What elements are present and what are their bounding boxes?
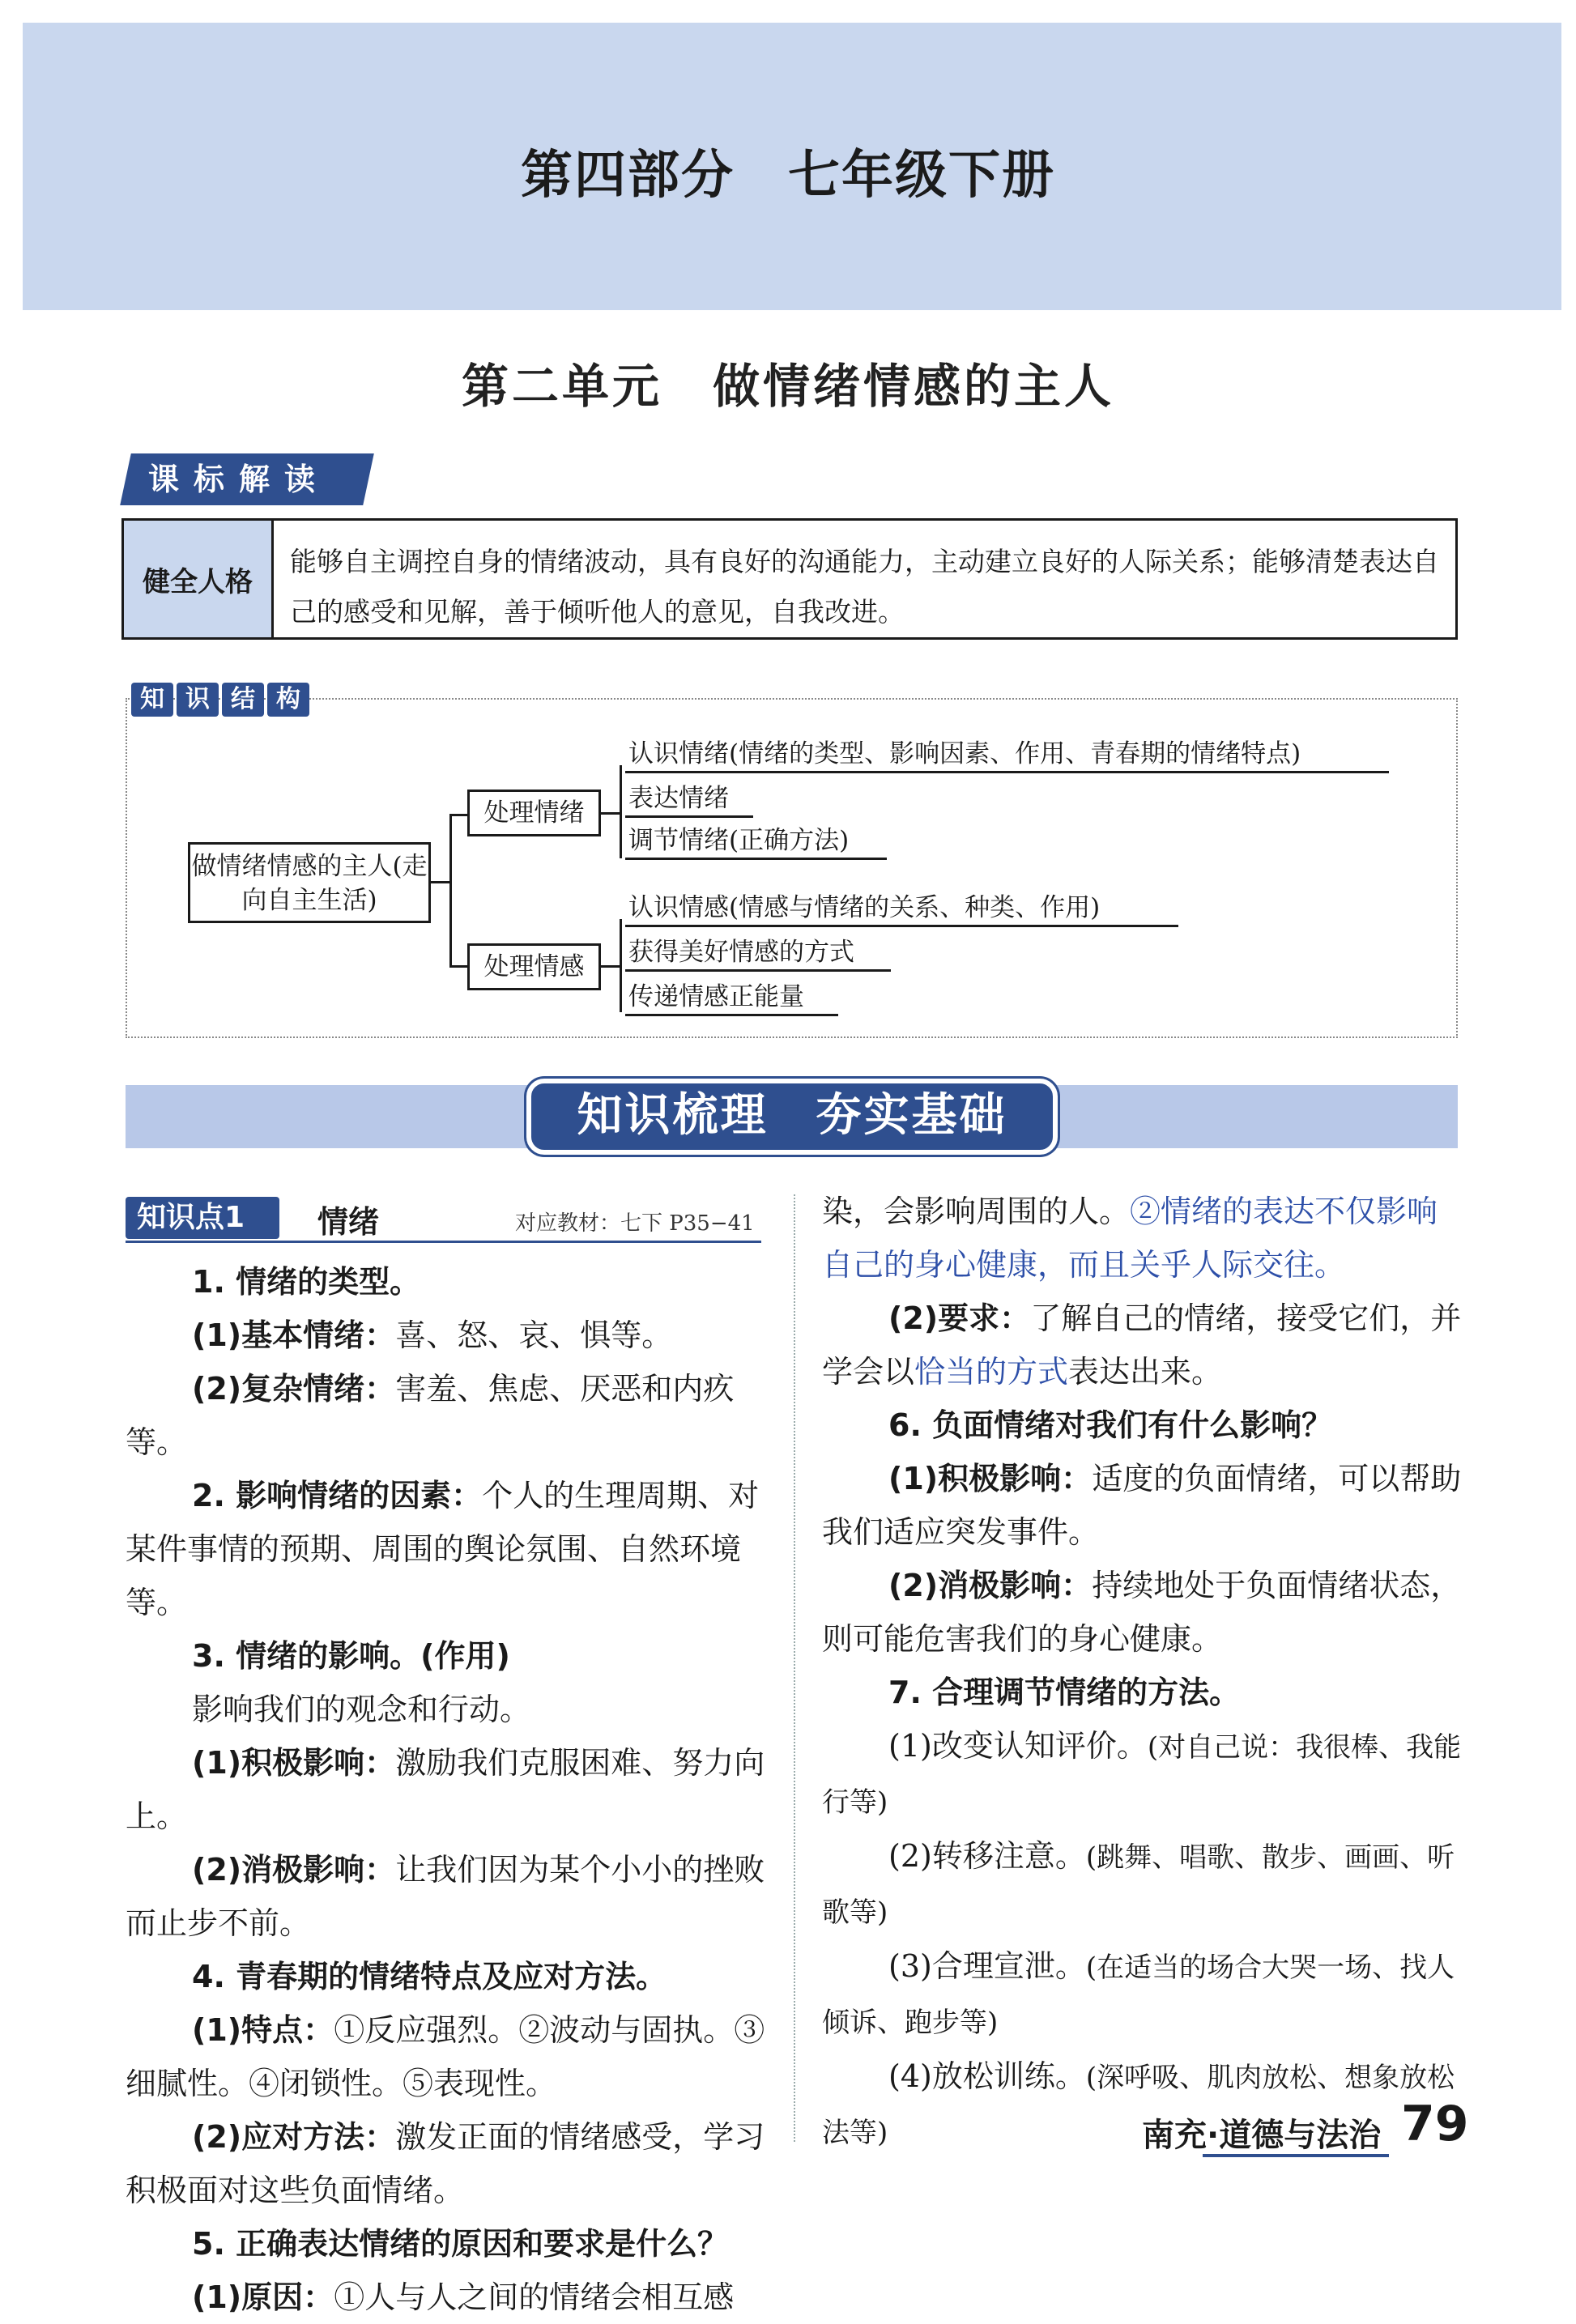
part-title: 第四部分 七年级下册 bbox=[521, 145, 1055, 206]
bold-label: (2)消极影响： bbox=[888, 1568, 1093, 1603]
body-text: (1)改变认知评价。 bbox=[888, 1728, 1148, 1764]
paragraph bbox=[822, 1292, 1462, 1398]
body-text: 让我们因为某个小小的挫败而止步不前。 bbox=[126, 1852, 765, 1941]
mindmap-connector bbox=[449, 965, 467, 968]
paragraph bbox=[822, 1829, 1462, 1939]
mindmap-connector bbox=[431, 881, 451, 883]
body-text: ①人与人之间的情绪会相互感 bbox=[334, 2279, 735, 2315]
paragraph bbox=[126, 1362, 765, 1469]
bold-label: (2)要求： bbox=[888, 1300, 1031, 1336]
body-text: 表达出来。 bbox=[1068, 1354, 1223, 1390]
column-divider bbox=[794, 1194, 795, 2142]
mindmap-connector bbox=[620, 765, 622, 858]
body-text: (2)转移注意。 bbox=[888, 1838, 1086, 1874]
question-heading: 1. 情绪的类型。 bbox=[192, 1264, 421, 1300]
left-column bbox=[126, 1255, 765, 2324]
paragraph bbox=[822, 1666, 1462, 1719]
body-text: 激发正面的情绪感受，学习积极面对这些负面情绪。 bbox=[126, 2119, 765, 2208]
bold-label: (2)应对方法： bbox=[192, 2119, 396, 2155]
heading-label: 2. 影响情绪的因素： bbox=[192, 1478, 483, 1513]
mindmap-root: 做情绪情感的主人(走向自主生活) bbox=[188, 842, 431, 923]
standard-text: 能够自主调控自身的情绪波动，具有良好的沟通能力，主动建立良好的人际关系；能够清楚表达自己的感受和见解，善于倾听他人的意见，自我改进。 bbox=[290, 546, 1439, 628]
body-text: 激励我们克服困难、努力向上。 bbox=[126, 1745, 765, 1834]
highlight-text: ②情绪的表达不仅影响自己的身心健康，而且关乎人际交往。 bbox=[822, 1194, 1438, 1283]
bold-label: (1)基本情绪： bbox=[192, 1317, 396, 1353]
paragraph bbox=[822, 1559, 1462, 1666]
mindmap-connector bbox=[449, 814, 452, 968]
paragraph bbox=[822, 1185, 1462, 1292]
mindmap-leaf: 调节情绪(正确方法) bbox=[625, 819, 887, 860]
mindmap-branch-emotion: 处理情绪 bbox=[467, 790, 601, 836]
mindmap-connector bbox=[620, 919, 622, 1012]
paragraph bbox=[126, 1843, 765, 1950]
question-heading: 5. 正确表达情绪的原因和要求是什么？ bbox=[192, 2226, 729, 2262]
structure-tag-char: 识 bbox=[177, 683, 219, 717]
mindmap-leaf: 认识情感(情感与情绪的关系、种类、作用) bbox=[625, 887, 1178, 927]
paragraph bbox=[822, 1719, 1462, 1829]
paragraph bbox=[126, 1629, 765, 1683]
paragraph bbox=[126, 1469, 765, 1629]
right-column bbox=[822, 1185, 1462, 2160]
paragraph bbox=[126, 2110, 765, 2217]
mindmap-leaf: 传递情感正能量 bbox=[625, 976, 838, 1016]
paragraph bbox=[126, 1255, 765, 1309]
body-text: 个人的生理周期、对某件事情的预期、周围的舆论氛围、自然环境等。 bbox=[126, 1478, 760, 1620]
bold-label: (2)消极影响： bbox=[192, 1852, 396, 1888]
body-text: 适度的负面情绪，可以帮助我们适应突发事件。 bbox=[822, 1461, 1462, 1550]
bold-label: (1)特点： bbox=[192, 2012, 334, 2048]
structure-tag-char: 结 bbox=[222, 683, 264, 717]
question-heading: 6. 负面情绪对我们有什么影响？ bbox=[888, 1407, 1333, 1443]
footer-label: 南充·道德与法治 bbox=[1142, 2117, 1382, 2154]
paragraph bbox=[822, 1939, 1462, 2049]
paragraph bbox=[126, 2217, 765, 2271]
textbook-reference: 对应教材：七下 P35−41 bbox=[515, 1211, 755, 1236]
unit-title: 第二单元 做情绪情感的主人 bbox=[461, 359, 1114, 414]
paragraph bbox=[126, 2003, 765, 2110]
mindmap-leaf: 获得美好情感的方式 bbox=[625, 931, 891, 972]
curriculum-standard-tag: 课标解读 bbox=[120, 453, 374, 505]
page-number: 79 bbox=[1401, 2096, 1469, 2152]
paragraph bbox=[126, 1950, 765, 2003]
structure-tag-char: 知 bbox=[131, 683, 173, 717]
paragraph bbox=[126, 2271, 765, 2324]
body-text: 害羞、焦虑、厌恶和内疚等。 bbox=[126, 1371, 735, 1460]
question-heading: 3. 情绪的影响。(作用) bbox=[192, 1638, 510, 1674]
mindmap-branch-feeling: 处理情感 bbox=[467, 943, 601, 990]
bold-label: (1)积极影响： bbox=[192, 1745, 396, 1781]
body-text: ①反应强烈。②波动与固执。③细腻性。④闭锁性。⑤表现性。 bbox=[126, 2012, 765, 2101]
standard-label: 健全人格 bbox=[124, 521, 274, 637]
body-text: 喜、怒、哀、惧等。 bbox=[395, 1317, 673, 1353]
mindmap-leaf: 认识情绪(情绪的类型、影响因素、作用、青春期的情绪特点) bbox=[625, 733, 1389, 773]
bold-label: (2)复杂情绪： bbox=[192, 1371, 396, 1407]
mindmap-connector bbox=[601, 812, 621, 815]
body-text: (3)合理宣泄。 bbox=[888, 1948, 1086, 1984]
knowledge-point-rule bbox=[126, 1241, 761, 1243]
body-text: 持续地处于负面情绪状态，则可能危害我们的身心健康。 bbox=[822, 1568, 1462, 1657]
knowledge-point-title: 情绪 bbox=[317, 1204, 380, 1240]
paragraph bbox=[126, 1683, 765, 1736]
bold-label: (1)原因： bbox=[192, 2279, 334, 2315]
standard-table bbox=[121, 518, 1458, 640]
example-note: (跳舞、唱歌、散步、画画、听歌等) bbox=[822, 1841, 1455, 1929]
question-heading: 7. 合理调节情绪的方法。 bbox=[888, 1675, 1241, 1710]
example-note: (深呼吸、肌肉放松、想象放松法等) bbox=[822, 2062, 1455, 2149]
mindmap-connector bbox=[601, 965, 621, 968]
body-text: 染，会影响周围的人。 bbox=[822, 1194, 1131, 1229]
example-note: (在适当的场合大哭一场、找人倾诉、跑步等) bbox=[822, 1952, 1455, 2039]
body-text: 了解自己的情绪，接受它们，并学会以 bbox=[822, 1300, 1462, 1390]
example-note: (对自己说：我很棒、我能行等) bbox=[822, 1731, 1462, 1819]
mindmap-connector bbox=[449, 814, 467, 816]
body-text: 影响我们的观念和行动。 bbox=[192, 1692, 531, 1727]
structure-tag-char: 构 bbox=[267, 683, 309, 717]
paragraph bbox=[822, 1398, 1462, 1452]
knowledge-point-tag: 知识点1 bbox=[126, 1197, 279, 1239]
paragraph bbox=[126, 1736, 765, 1843]
footer-rule bbox=[1203, 2154, 1389, 2157]
highlight-text: 恰当的方式 bbox=[914, 1354, 1069, 1390]
body-text: (4)放松训练。 bbox=[888, 2058, 1086, 2094]
question-heading: 4. 青春期的情绪特点及应对方法。 bbox=[192, 1959, 667, 1994]
paragraph bbox=[822, 1452, 1462, 1559]
paragraph bbox=[126, 1309, 765, 1362]
bold-label: (1)积极影响： bbox=[888, 1461, 1093, 1496]
mindmap-leaf: 表达情绪 bbox=[625, 777, 753, 818]
section-band-title: 知识梳理 夯实基础 bbox=[526, 1079, 1058, 1155]
